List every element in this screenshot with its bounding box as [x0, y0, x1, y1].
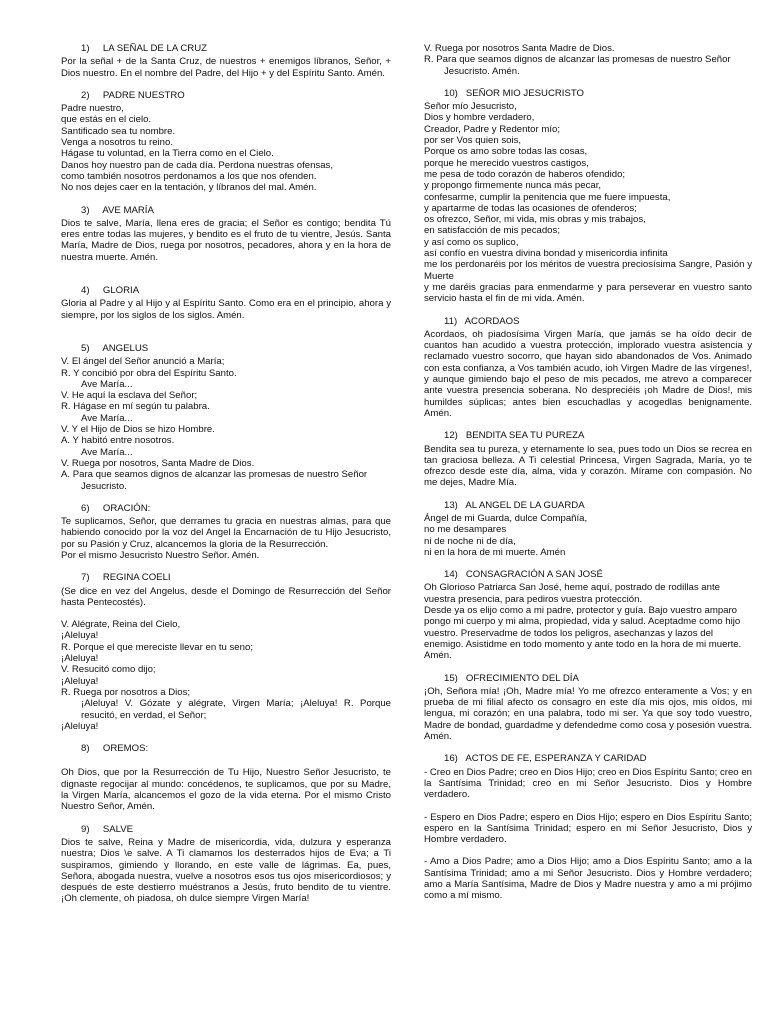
prayer-text-line: Por el mismo Jesucristo Nuestro Señor. Amén. — [61, 549, 260, 561]
prayer-text-line: ¡Aleluya! V. Gózate y alégrate, Virgen María; ¡Aleluya! R. Porque resucitó, en verdad, el Señor; — [81, 698, 391, 721]
prayer-text-line: Acordaos, oh piadosísima Virgen María, que jamás se ha oído decir de cuantos han acudido a vuestra protección, implorado vuestra asistencia y reclamado vuestro socorro, que hayan sido abandonados de Vos. Animado con esta confianza, a Vos también acudo, ioh Virgen Madre de las vírgenes!, y aunque gimiendo bajo el peso de mis pecados, me atrevo a comparecer ante vuestra presencia soberana. No despreciéis ¡oh Madre de Dios!, mis humildes súplicas; antes bien escuchadlas y acogedlas benignamente. Amén. — [424, 328, 752, 419]
prayer-text-line: porque he merecido vuestros castigos, — [424, 157, 589, 169]
prayer-section — [61, 43, 391, 79]
prayer-section — [424, 316, 752, 420]
prayer-text-line: y así como os suplico, — [424, 236, 519, 248]
prayer-text-line: R. Hágase en mí según tu palabra. — [61, 401, 210, 413]
prayer-text-line: ni en la hora de mi muerte. Amén — [424, 546, 566, 558]
prayer-heading: 16) ACTOS DE FE, ESPERANZA Y CARIDAD — [444, 753, 647, 765]
prayer-text-line: Gloria al Padre y al Hijo y al Espíritu Santo. Como era en el principio, ahora y siempre, por los siglos de los siglos. Amén. — [61, 298, 391, 321]
spacer — [61, 756, 391, 767]
prayer-heading: 7) REGINA COELI — [81, 572, 171, 584]
prayer-heading: 6) ORACIÓN: — [81, 502, 151, 514]
prayer-text-line: Oh Glorioso Patriarca San José, heme aquí, postrado de rodillas ante vuestra presencia, para pediros vuestra protección. — [424, 582, 720, 605]
prayer-heading: 2) PADRE NUESTRO — [81, 89, 185, 101]
prayer-text-line: Ave María... — [81, 446, 133, 458]
prayer-section — [61, 205, 391, 263]
prayer-text-line: Creador, Padre y Redentor mío; — [424, 123, 560, 135]
prayer-text-line: Dios te salve, Reina y Madre de misericordia, vida, dulzura y esperanza nuestra; Dios \e salve. A Ti clamamos los desterrados hijos de Eva; a Ti suspiramos, gimiendo y llorando, en este valle de lágrimas. Ea, pues, Señora, abogada nuestra, vuelve a nosotros esos tus ojos misericordiosos; y después de este destierro muéstranos a Jesús, fruto bendito de tu vientre. ¡Oh clemente, oh piadosa, oh dulce siempre Virgen María! — [61, 836, 391, 905]
prayer-text-line: en satisfacción de mis pecados; — [424, 225, 560, 237]
prayer-text-line: V. Ruega por nosotros Santa Madre de Dios. — [424, 43, 615, 54]
prayer-text-line: confesarme, cumplir la penitencia que me fuere impuesta, — [424, 191, 671, 203]
prayer-section — [424, 88, 752, 305]
prayer-section — [424, 569, 752, 661]
prayer-text-line: Ángel de mi Guarda, dulce Compañía, — [424, 512, 588, 524]
prayer-heading: 3) AVE MARÍA — [81, 204, 154, 216]
prayer-text-line: me pesa de todo corazón de haberos ofendido; — [424, 168, 626, 180]
prayer-heading: 8) OREMOS: — [81, 743, 149, 755]
prayer-text-line: Dios y hombre verdadero, — [424, 112, 535, 124]
left-column — [61, 43, 391, 916]
prayer-section — [61, 90, 391, 194]
spacer — [424, 801, 752, 812]
prayer-text-line: - Espero en Dios Padre; espero en Dios Hijo; espero en Dios Espíritu Santo; espero en la Santísima Trinidad; espero en mi Señor Jesucristo, Dios y Hombre verdadero. — [424, 811, 752, 846]
prayer-text-line: me los perdonaréis por los méritos de vuestra preciosísima Sangre, Pasión y Muerte — [424, 259, 752, 282]
prayer-text-line: (Se dice en vez del Angelus, desde el Domingo de Resurrección del Señor hasta Pentecostés). — [61, 585, 391, 608]
prayer-heading: 15) OFRECIMIENTO DEL DÍA — [444, 672, 579, 684]
prayer-text-line: no me desampares — [424, 524, 507, 536]
prayer-section — [424, 43, 752, 77]
prayer-heading: 4) GLORIA — [81, 285, 140, 297]
prayer-text-line: Porque os amo sobre todas las cosas, — [424, 146, 588, 158]
prayer-text-line: No nos dejes caer en la tentación, y líbranos del mal. Amén. — [61, 182, 317, 194]
spacer — [424, 845, 752, 856]
prayer-text-line: R. Porque el que mereciste llevar en tu seno; — [61, 641, 253, 653]
prayer-text-line: Jesucristo. — [81, 480, 127, 492]
prayer-section — [61, 343, 391, 492]
prayer-heading: 10) SEÑOR MIO JESUCRISTO — [444, 87, 585, 99]
prayer-text-line: R. Y concibió por obra del Espíritu Santo. — [61, 367, 237, 379]
prayer-text-line: - Amo a Dios Padre; amo a Dios Hijo; amo a Dios Espíritu Santo; amo a la Santísima Trinidad; amo a mi Señor Jesucristo. Dios y Hombre verdadero; amo a María Santísima, Madre de Dios y Madre nuestra y amo a mi prójimo como a mí mismo. — [424, 856, 752, 902]
prayer-text-line: y apartarme de todas las ocasiones de ofenderos; — [424, 202, 637, 214]
prayer-text-line: y propongo firmemente nunca más pecar, — [424, 180, 602, 192]
prayer-text-line: Venga a nosotros tu reino. — [61, 137, 174, 149]
prayer-text-line: Ave María... — [81, 412, 133, 424]
prayer-text-line: V. Resucitó como dijo; — [61, 664, 156, 676]
prayer-text-line: ¡Aleluya! — [61, 720, 99, 732]
prayer-text-line: V. He aquí la esclava del Señor; — [61, 390, 198, 402]
prayer-text-line: Oh Dios, que por la Resurrección de Tu Hijo, Nuestro Señor Jesucristo, te dignaste regocijar al mundo: concédenos, te suplicamos, que por su Madre, la Virgen María, alcancemos el gozo de la vida eterna. Por el mismo Cristo Nuestro Señor, Amén. — [61, 767, 391, 813]
prayer-text-line: Jesucristo. Amén. — [444, 65, 520, 77]
prayer-text-line: - Creo en Dios Padre; creo en Dios Hijo; creo en Dios Espíritu Santo; creo en la Santísima Trinidad; creo en mi Señor Jesucristo. Dios y Hombre verdadero. — [424, 766, 752, 801]
prayer-text-line: R. Ruega por nosotros a Dios; — [61, 686, 191, 698]
prayer-text-line: ¡Aleluya! — [61, 653, 99, 665]
prayer-text-line: Hágase tu voluntad, en la Tierra como en el Cielo. — [61, 148, 274, 160]
prayer-text-line: V. Y el Hijo de Dios se hizo Hombre. — [61, 424, 215, 436]
prayer-text-line: como también nosotros perdonamos a los que nos ofenden. — [61, 170, 317, 182]
prayer-text-line: Por la señal + de la Santa Cruz, de nuestros + enemigos líbranos, Señor, + Dios nuestro. En el nombre del Padre, del Hijo + y del Espíritu Santo. Amén. — [61, 56, 391, 79]
spacer — [61, 608, 391, 619]
prayer-text-line: V. El ángel del Señor anunció a María; — [61, 356, 225, 368]
prayer-section — [61, 285, 391, 321]
prayer-text-line: Padre nuestro, — [61, 103, 124, 115]
prayer-heading: 12) BENDITA SEA TU PUREZA — [444, 430, 585, 442]
prayer-text-line: A. Y habitó entre nosotros. — [61, 435, 175, 447]
prayer-section — [424, 753, 752, 901]
prayer-text-line: R. Para que seamos dignos de alcanzar las promesas de nuestro Señor — [424, 54, 731, 66]
spacer — [61, 274, 391, 285]
prayer-text-line: Dios te salve, María, llena eres de gracia; el Señor es contigo; bendita Tú eres entre todas las mujeres, y bendito es el fruto de tu vientre, Jesús. Santa María, Madre de Dios, ruega por nosotros, pecadores, ahora y en la hora de nuestra muerte. Amén. — [61, 217, 391, 263]
prayer-text-line: os ofrezco, Señor, mi vida, mis obras y mis trabajos, — [424, 214, 646, 226]
prayer-section — [61, 503, 391, 561]
prayer-text-line: ¡Oh, Señora mía! ¡Oh, Madre mía! Yo me ofrezco enteramente a Vos; y en prueba de mi filial afecto os consagro en este día mis ojos, mis oídos, mi lengua, mi corazón; en una palabra, todo mi ser. Ya que soy todo vuestro, Madre de bondad, guardadme y defendedme como cosa y posesión vuestra. Amén. — [424, 685, 752, 743]
prayer-section — [424, 500, 752, 558]
prayer-text-line: Te suplicamos, Señor, que derrames tu gracia en nuestras almas, para que habiendo conocido por la voz del Angel la Encarnación de tu Hijo Jesucristo, por su Pasión y Cruz, alcancemos la gloria de la Resurrección. — [61, 516, 391, 550]
prayer-text-line: ¡Aleluya! — [61, 675, 99, 687]
prayer-text-line: A. Para que seamos dignos de alcanzar las promesas de nuestro Señor — [61, 469, 368, 481]
prayer-heading: 1) LA SEÑAL DE LA CRUZ — [81, 43, 208, 54]
prayer-text-line: que estás en el cielo. — [61, 114, 152, 126]
prayer-section — [61, 824, 391, 905]
spacer — [61, 332, 391, 343]
prayer-text-line: Señor mío Jesucristo, — [424, 101, 517, 113]
prayer-section — [61, 572, 391, 732]
prayer-heading: 5) ANGELUS — [81, 342, 149, 354]
prayer-text-line: Desde ya os elijo como a mi padre, protector y guía. Bajo vuestro amparo pongo mi cuerpo y mi alma, propiedad, vida y salud. Aceptadme como hijo vuestro. Preservadme de todos los peligros, asechanzas y lazos del enemigo. Asistidme en todo momento y ante todo en la hora de mi muerte. Amén. — [424, 605, 742, 662]
prayer-text-line: ¡Aleluya! — [61, 630, 99, 642]
prayer-heading: 14) CONSAGRACIÓN A SAN JOSÉ — [444, 569, 603, 581]
prayer-text-line: por ser Vos quien sois, — [424, 135, 522, 147]
prayer-heading: 9) SALVE — [81, 823, 134, 835]
prayer-section — [424, 673, 752, 743]
prayer-text-line: Danos hoy nuestro pan de cada día. Perdona nuestras ofensas, — [61, 159, 334, 171]
prayer-section — [61, 743, 391, 812]
prayer-text-line: ni de noche ni de día, — [424, 535, 516, 547]
prayer-heading: 11) ACORDAOS — [444, 315, 520, 327]
prayer-text-line: Santificado sea tu nombre. — [61, 125, 176, 137]
prayer-section — [424, 430, 752, 488]
prayer-text-line: así confío en vuestra divina bondad y misericordia infinita — [424, 248, 668, 260]
prayer-text-line: y me daréis gracias para enmendarme y para perseverar en vuestro santo servicio hasta el fin de mi vida. Amén. — [424, 281, 752, 305]
prayer-text-line: V. Alégrate, Reina del Cielo, — [61, 619, 181, 631]
prayer-text-line: Ave María... — [81, 378, 133, 390]
prayer-text-line: V. Ruega por nosotros, Santa Madre de Dios. — [61, 457, 255, 469]
right-column — [424, 43, 752, 913]
prayer-text-line: Bendita sea tu pureza, y eternamente lo sea, pues todo un Dios se recrea en tan graciosa belleza. A Ti celestial Princesa, Virgen Sagrada, María, yo te ofrezco desde este día, alma, vida y corazón. Mírame con compasión. No me dejes, Madre Mía. — [424, 443, 752, 489]
prayer-heading: 13) AL ANGEL DE LA GUARDA — [444, 499, 585, 511]
